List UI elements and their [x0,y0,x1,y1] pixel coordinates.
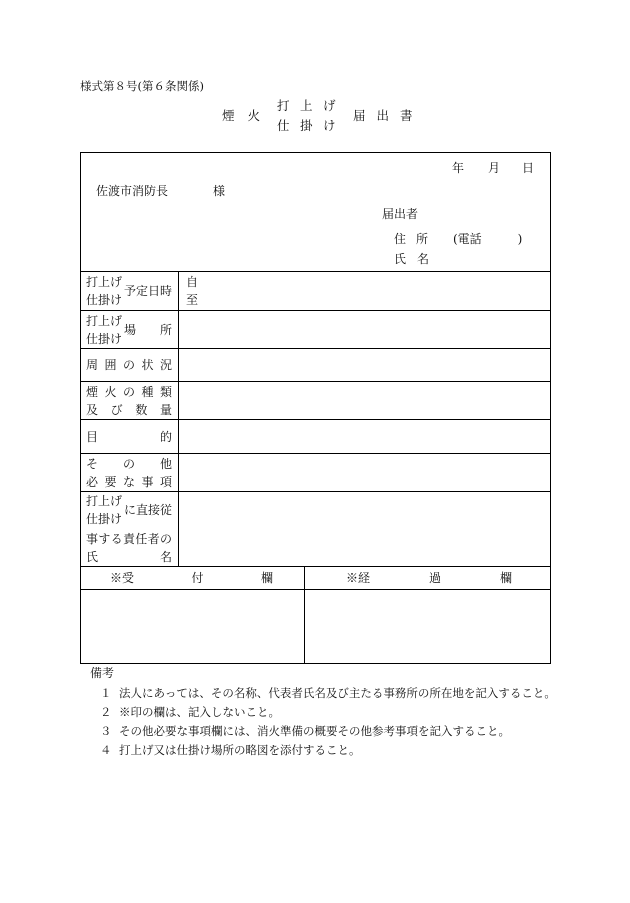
label-glyph: の [122,358,135,372]
reception-label [110,569,273,587]
note-text: ※印の欄は、記入しないこと。 [119,704,280,719]
row-surroundings [81,348,550,381]
responsible-value [179,492,550,566]
label-glyph: な [122,474,135,489]
row-schedule [81,271,550,310]
type-upper: 打上げ [86,494,123,508]
purpose-label [86,428,172,446]
note-number: ２ [100,704,112,719]
label-glyph: の [159,532,172,546]
label-glyph: 任 [135,532,148,546]
responsible-side-label: に直接従 [124,503,173,517]
label-glyph: 者 [147,532,160,546]
other-matters-label-cell [81,454,179,491]
title-suffix: 届出書 [353,108,424,123]
label-glyph: 数 [135,402,148,417]
progress-header [305,567,550,589]
fireworks-kind-label-cell [81,382,179,419]
reception-box [81,590,305,663]
label-glyph: 類 [159,384,172,399]
label-glyph: 状 [141,358,154,372]
label-glyph: 欄 [499,571,512,585]
notes-list [100,684,556,760]
row-other-matters [81,453,550,491]
label-glyph: 所 [159,322,172,337]
purpose-label-cell [81,420,179,453]
purpose-value [179,420,550,453]
other-matters-value [179,454,550,491]
label-glyph: 目 [86,429,99,444]
label-glyph: ※受 [110,571,135,585]
header-block [81,153,550,271]
other-label [86,455,172,473]
label-glyph: 項 [159,474,172,489]
fireworks-kind-label [86,383,172,401]
surroundings-label [86,356,172,374]
recipient: 佐渡市消防長 [96,184,169,198]
label-glyph: 事 [141,474,154,489]
row-location [81,310,550,348]
schedule-to: 至 [186,293,199,307]
label-glyph: 囲 [104,358,117,372]
label-glyph: び [110,402,123,417]
date-year: 年 [452,161,465,175]
label-glyph: ※経 [346,571,371,585]
responsible-label-line4 [86,548,172,566]
surroundings-label-cell [81,349,179,381]
label-glyph: 他 [159,456,172,471]
note-text: 打上げ又は仕掛け場所の略図を添付すること。 [119,742,361,757]
location-value [179,311,550,348]
type-stack [86,273,124,309]
schedule-value [179,272,550,310]
type-lower: 仕掛け [86,512,123,526]
row-purpose [81,419,550,453]
note-number: １ [100,685,112,700]
note-item [100,684,556,703]
location-side-label [124,321,172,339]
schedule-label [81,272,179,310]
row-office-boxes [81,589,550,663]
label-glyph: 種 [141,384,154,399]
title-prefix: 煙火 [222,108,274,123]
row-office-headers [81,566,550,589]
note-text: その他必要な事項欄には、消火準備の概要その他参考事項を記入すること。 [119,723,510,738]
quantity-label [86,401,172,419]
label-glyph: 付 [191,571,204,585]
label-glyph: 過 [428,571,441,585]
note-number: ３ [100,723,112,738]
name-label: 氏名 [394,252,441,266]
label-glyph: 名 [159,550,172,564]
label-glyph: 及 [86,402,99,417]
type-stack [86,492,124,528]
fireworks-kind-value [179,382,550,419]
label-glyph: 必 [86,474,99,489]
date-month: 月 [488,161,501,175]
reception-header [81,567,305,589]
label-glyph: 煙 [86,384,99,399]
type-lower: 仕掛け [86,331,123,346]
note-item [100,703,556,722]
type-stack [86,312,124,348]
label-glyph: 量 [159,402,172,417]
schedule-side-label: 予定日時 [124,284,173,298]
label-glyph: そ [86,456,99,471]
label-glyph: 況 [159,358,172,372]
label-glyph: 火 [104,384,117,399]
type-upper: 打上げ [86,275,123,289]
responsible-label-group [86,492,172,528]
label-glyph: の [122,384,135,399]
label-glyph: 周 [86,358,99,372]
type-lower: 仕掛け [86,293,123,307]
responsible-label-cell [81,492,179,566]
applicant-label: 届出者 [382,207,419,221]
label-glyph: 欄 [260,571,273,585]
progress-label [346,569,512,587]
schedule-from: 自 [186,275,199,289]
label-glyph: 場 [124,322,137,337]
location-label [81,311,179,348]
row-responsible-person [81,491,550,566]
note-item [100,741,556,760]
label-glyph: 的 [159,429,172,444]
label-glyph: 事 [86,532,99,546]
date-day: 日 [522,161,535,175]
form-number: 様式第８号(第６条関係) [80,79,204,93]
label-glyph: す [98,532,111,546]
responsible-label-line3 [86,530,172,548]
note-item [100,722,556,741]
type-upper: 打上げ [86,313,123,328]
surroundings-value [179,349,550,381]
honorific: 様 [213,184,226,198]
title-type-lower: 仕掛け [277,118,347,133]
title-type-upper: 打上げ [277,98,347,113]
label-glyph: の [122,456,135,471]
label-glyph: 要 [104,474,117,489]
location-label-group [86,312,172,348]
form-table [80,152,551,664]
phone-label: (電話 ) [453,232,523,246]
schedule-label-group [86,273,172,309]
label-glyph: 責 [122,532,135,546]
label-glyph: る [110,532,123,546]
label-glyph: 氏 [86,550,99,564]
address-label: 住所 [394,232,439,246]
progress-box [305,590,550,663]
notes-heading: 備考 [90,666,115,680]
note-text: 法人にあっては、その名称、代表者氏名及び主たる事務所の所在地を記入すること。 [119,685,556,700]
row-fireworks-kind [81,381,550,419]
necessary-matters-label [86,473,172,491]
note-number: ４ [100,742,112,757]
